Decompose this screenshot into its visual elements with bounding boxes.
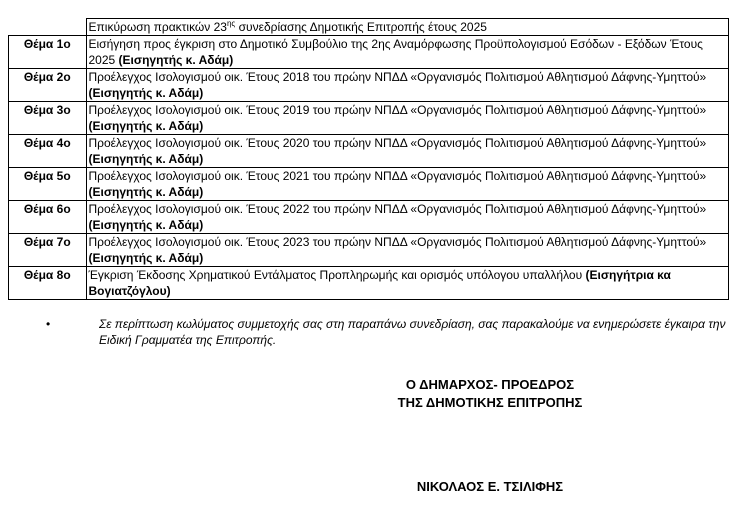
topic-rapporteur: (Εισηγητής κ. Αδάμ) <box>88 185 204 199</box>
minutes-text-before: Επικύρωση πρακτικών 23 <box>88 20 227 34</box>
signature-title-line1: Ο ΔΗΜΑΡΧΟΣ- ΠΡΟΕΔΡΟΣ <box>405 377 575 392</box>
topic-row <box>9 36 729 69</box>
topic-text <box>86 135 729 168</box>
topic-text <box>86 168 729 201</box>
signature-title-line2: ΤΗΣ ΔΗΜΟΤΙΚΗΣ ΕΠΙΤΡΟΠΗΣ <box>397 395 583 410</box>
topic-row <box>9 201 729 234</box>
minutes-ratification-text <box>86 19 729 36</box>
agenda-table <box>8 18 729 300</box>
topic-rapporteur: (Εισηγητής κ. Αδάμ) <box>88 119 204 133</box>
minutes-text-after: συνεδρίασης Δημοτικής Επιτροπής έτους 2025 <box>235 20 487 34</box>
topic-label: Θέμα 6ο <box>9 201 87 234</box>
topic-row <box>9 168 729 201</box>
topic-text <box>86 201 729 234</box>
topic-description: Προέλεγχος Ισολογισμού οικ. Έτους 2023 του πρώην ΝΠΔΔ «Οργανισμός Πολιτισμού Αθλητισμού Δάφνης-Υμηττού» <box>88 235 707 249</box>
topic-text <box>86 69 729 102</box>
topic-label: Θέμα 2ο <box>9 69 87 102</box>
topic-text <box>86 36 729 69</box>
minutes-label-cell <box>9 19 87 36</box>
topic-text <box>86 234 729 267</box>
attendance-note-text: Σε περίπτωση κωλύματος συμμετοχής σας στη παραπάνω συνεδρίαση, σας παρακαλούμε να ενημερώσετε έγκαιρα την Ειδική Γραμματέα της Επιτροπής. <box>99 317 726 347</box>
topic-text <box>86 267 729 300</box>
topic-description: Προέλεγχος Ισολογισμού οικ. Έτους 2022 του πρώην ΝΠΔΔ «Οργανισμός Πολιτισμού Αθλητισμού Δάφνης-Υμηττού» <box>88 202 707 216</box>
topic-label: Θέμα 8ο <box>9 267 87 300</box>
topic-label: Θέμα 1ο <box>9 36 87 69</box>
signature-name: ΝΙΚΟΛΑΟΣ Ε. ΤΣΙΛΙΦΗΣ <box>416 479 564 494</box>
topic-text <box>86 102 729 135</box>
topic-description: Προέλεγχος Ισολογισμού οικ. Έτους 2019 του πρώην ΝΠΔΔ «Οργανισμός Πολιτισμού Αθλητισμού Δάφνης-Υμηττού» <box>88 103 707 117</box>
topic-description: Προέλεγχος Ισολογισμού οικ. Έτους 2020 του πρώην ΝΠΔΔ «Οργανισμός Πολιτισμού Αθλητισμού Δάφνης-Υμηττού» <box>88 136 707 150</box>
topic-label: Θέμα 3ο <box>9 102 87 135</box>
topic-rapporteur: (Εισηγητής κ. Αδάμ) <box>88 251 204 265</box>
topic-description: Προέλεγχος Ισολογισμού οικ. Έτους 2021 του πρώην ΝΠΔΔ «Οργανισμός Πολιτισμού Αθλητισμού Δάφνης-Υμηττού» <box>88 169 707 183</box>
topic-rapporteur: (Εισηγητής κ. Αδάμ) <box>118 53 234 67</box>
topic-rapporteur: (Εισηγητής κ. Αδάμ) <box>88 218 204 232</box>
topic-label: Θέμα 5ο <box>9 168 87 201</box>
topic-row <box>9 234 729 267</box>
topic-label: Θέμα 7ο <box>9 234 87 267</box>
topic-description: Εισήγηση προς έγκριση στο Δημοτικό Συμβούλιο της 2ης Αναμόρφωσης Προϋπολογισμού Εσόδων - Εξόδων Έτους 2025 <box>88 37 703 67</box>
topic-row <box>9 267 729 300</box>
bullet-icon: • <box>46 317 51 331</box>
topic-description: Έγκριση Έκδοσης Χρηματικού Εντάλματος Προπληρωμής και ορισμός υπόλογου υπαλλήλου <box>88 268 586 282</box>
topic-rapporteur: (Εισηγήτρια κα Βογιατζόγλου) <box>88 268 671 298</box>
topic-rapporteur: (Εισηγητής κ. Αδάμ) <box>88 86 204 100</box>
topic-row <box>9 102 729 135</box>
topic-row <box>9 69 729 102</box>
topic-row <box>9 135 729 168</box>
topic-rapporteur: (Εισηγητής κ. Αδάμ) <box>88 152 204 166</box>
topic-label: Θέμα 4ο <box>9 135 87 168</box>
minutes-ratification-row <box>9 19 729 36</box>
minutes-superscript: ης <box>226 19 236 28</box>
topic-description: Προέλεγχος Ισολογισμού οικ. Έτους 2018 του πρώην ΝΠΔΔ «Οργανισμός Πολιτισμού Αθλητισμού Δάφνης-Υμηττού» <box>88 70 707 84</box>
